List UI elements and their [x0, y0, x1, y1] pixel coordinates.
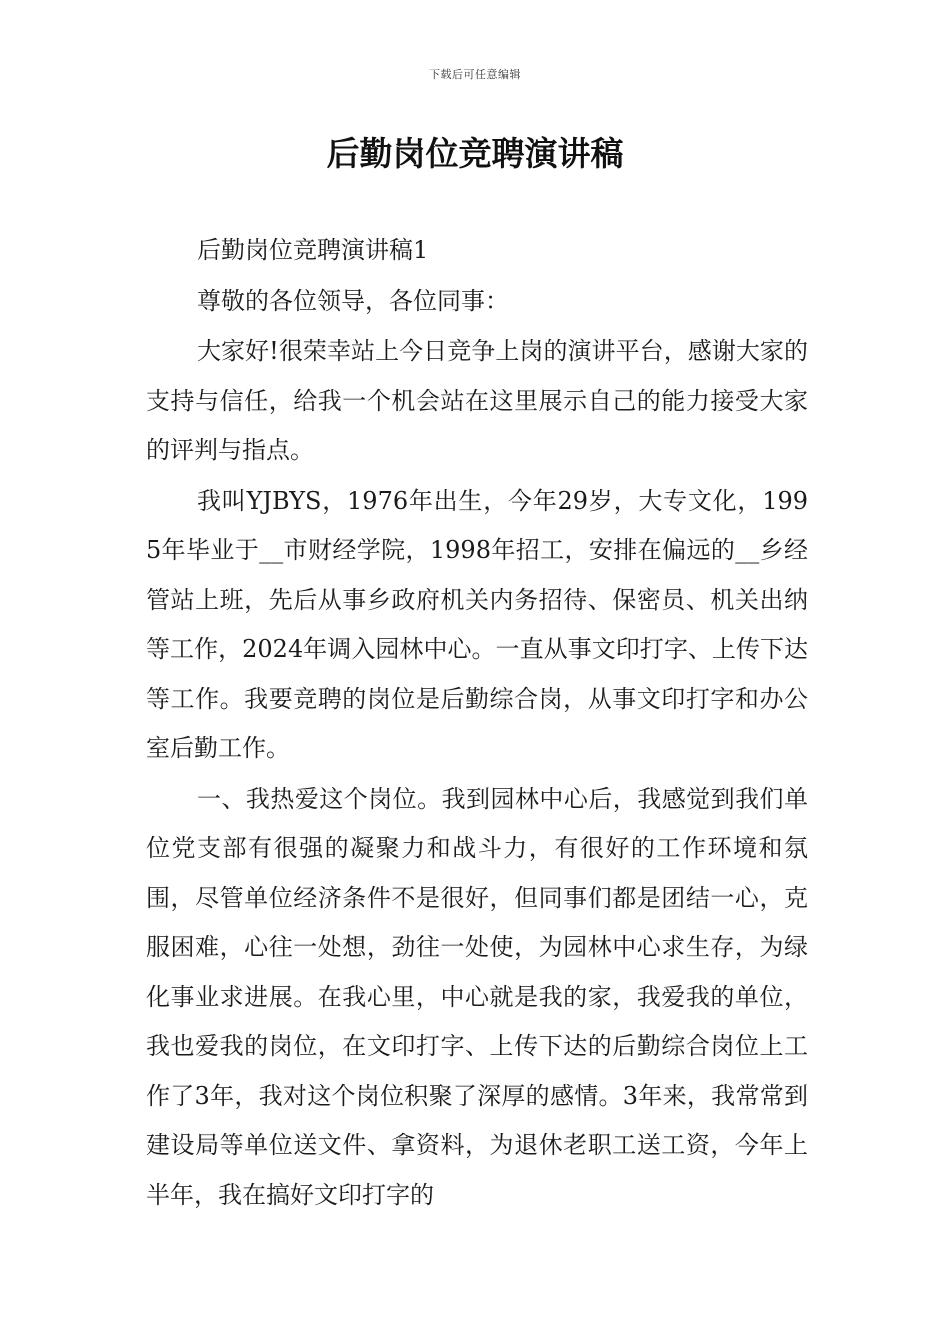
greeting-paragraph: 大家好!很荣幸站上今日竞争上岗的演讲平台，感谢大家的支持与信任，给我一个机会站在这里展示自己的能力接受大家的评判与指点。 [146, 337, 808, 464]
self-introduction-paragraph: 我叫YJBYS，1976年出生，今年29岁，大专文化，1995年毕业于__市财经学院，1998年招工，安排在偏远的__乡经管站上班，先后从事乡政府机关内务招待、保密员、机关出纳等工作，2024年调入园林中心。一直从事文印打字、上传下达等工作。我要竞聘的岗位是后勤综合岗，从事文印打字和办公室后勤工作。 [146, 486, 808, 762]
document-body [146, 226, 808, 1221]
section-one-paragraph: 一、我热爱这个岗位。我到园林中心后，我感觉到我们单位党支部有很强的凝聚力和战斗力，有很好的工作环境和氛围，尽管单位经济条件不是很好，但同事们都是团结一心，克服困难，心往一处想，劲往一处使，为园林中心求生存，为绿化事业求进展。在我心里，中心就是我的家，我爱我的单位，我也爱我的岗位，在文印打字、上传下达的后勤综合岗位上工作了3年，我对这个岗位积聚了深厚的感情。3年来，我常常到建设局等单位送文件、拿资料，为退休老职工送工资，今年上半年，我在搞好文印打字的 [146, 784, 808, 1209]
header-note: 下载后可任意编辑 [429, 68, 521, 81]
document-title: 后勤岗位竞聘演讲稿 [326, 134, 624, 173]
salutation-paragraph: 尊敬的各位领导，各位同事： [197, 286, 509, 315]
subtitle-paragraph: 后勤岗位竞聘演讲稿1 [197, 236, 429, 264]
